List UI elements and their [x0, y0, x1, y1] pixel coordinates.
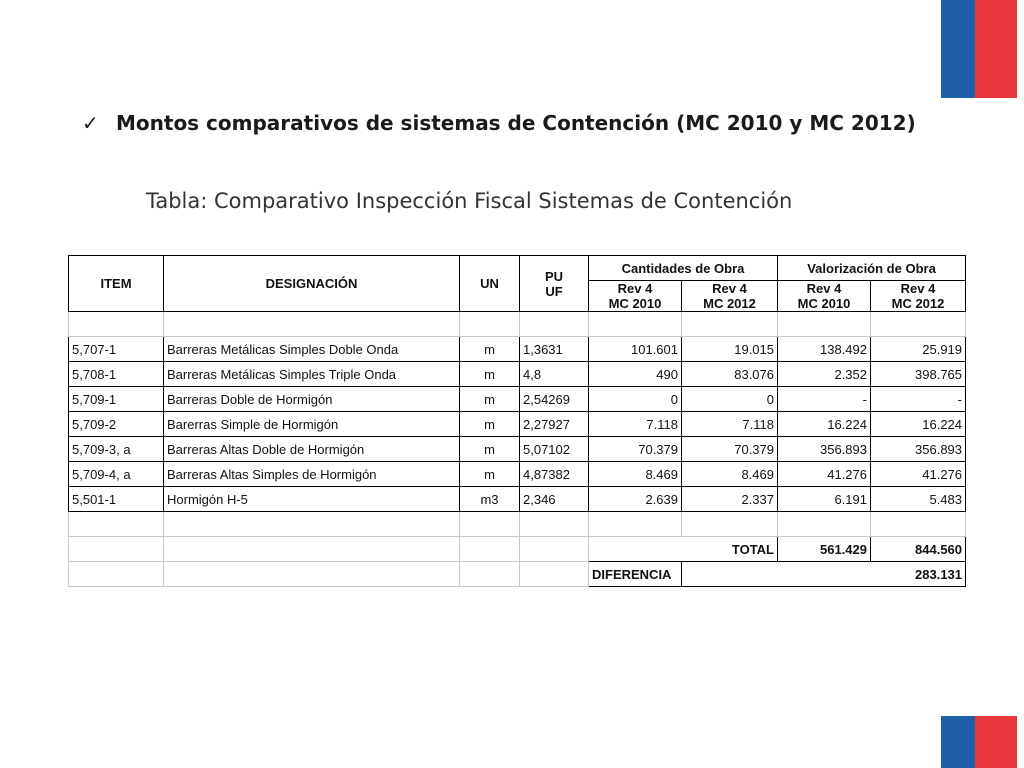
cell-item: 5,501-1 [69, 487, 164, 512]
table-row [69, 387, 966, 412]
table-row [69, 487, 966, 512]
cell-un: m [460, 462, 520, 487]
diferencia-value: 283.131 [682, 562, 966, 587]
cell-cant-2012: 8.469 [682, 462, 778, 487]
cell-un: m [460, 412, 520, 437]
flag-red-bar [975, 0, 1017, 98]
cell-val-2012: 5.483 [871, 487, 966, 512]
bullet-heading [82, 110, 924, 137]
cell-val-2012: 356.893 [871, 437, 966, 462]
header-rev: Rev 4 [900, 281, 936, 296]
diferencia-label: DIFERENCIA [589, 562, 682, 587]
diferencia-row [69, 562, 966, 587]
cell-cant-2010: 8.469 [589, 462, 682, 487]
cell-val-2010: 41.276 [778, 462, 871, 487]
table-caption: Tabla: Comparativo Inspección Fiscal Sistemas de Contención [146, 189, 793, 213]
cell-item: 5,707-1 [69, 337, 164, 362]
cell-un: m [460, 337, 520, 362]
header-rev: Rev 4 [712, 281, 747, 296]
header-val-2012 [871, 281, 966, 312]
cell-val-2010: 16.224 [778, 412, 871, 437]
cell-designacion: Barreras Altas Simples de Hormigón [164, 462, 460, 487]
cell-cant-2012: 70.379 [682, 437, 778, 462]
cell-val-2012: 398.765 [871, 362, 966, 387]
header-mc: MC 2012 [703, 296, 756, 311]
cell-cant-2012: 19.015 [682, 337, 778, 362]
cell-pu: 2,27927 [520, 412, 589, 437]
cell-cant-2010: 101.601 [589, 337, 682, 362]
header-pu [520, 256, 589, 312]
total-2012: 844.560 [871, 537, 966, 562]
header-un: UN [460, 256, 520, 312]
cell-pu: 1,3631 [520, 337, 589, 362]
cell-item: 5,709-1 [69, 387, 164, 412]
cell-cant-2012: 83.076 [682, 362, 778, 387]
cell-pu: 5,07102 [520, 437, 589, 462]
header-valorizacion: Valorización de Obra [778, 256, 966, 281]
cell-val-2010: 2.352 [778, 362, 871, 387]
cell-val-2012: 16.224 [871, 412, 966, 437]
cell-un: m [460, 362, 520, 387]
cell-cant-2010: 2.639 [589, 487, 682, 512]
cell-item: 5,709-4, a [69, 462, 164, 487]
total-label: TOTAL [589, 537, 778, 562]
header-item: ITEM [69, 256, 164, 312]
cell-designacion: Barreras Metálicas Simples Doble Onda [164, 337, 460, 362]
header-pu-unit: UF [545, 283, 563, 299]
cell-val-2010: 356.893 [778, 437, 871, 462]
flag-decoration-bottom [941, 716, 1017, 768]
cell-item: 5,708-1 [69, 362, 164, 387]
cell-cant-2010: 0 [589, 387, 682, 412]
cell-designacion: Barreras Altas Doble de Hormigón [164, 437, 460, 462]
table-row [69, 362, 966, 387]
header-val-2010 [778, 281, 871, 312]
cell-designacion: Barreras Metálicas Simples Triple Onda [164, 362, 460, 387]
table-row [69, 462, 966, 487]
total-2010: 561.429 [778, 537, 871, 562]
cell-cant-2012: 2.337 [682, 487, 778, 512]
table-row [69, 337, 966, 362]
table-row [69, 437, 966, 462]
total-row [69, 537, 966, 562]
cell-val-2012: 41.276 [871, 462, 966, 487]
header-pu-label: PU [544, 268, 564, 284]
header-rev: Rev 4 [617, 281, 653, 296]
header-designacion: DESIGNACIÓN [164, 256, 460, 312]
cell-cant-2010: 7.118 [589, 412, 682, 437]
cell-val-2012: - [871, 387, 966, 412]
header-mc: MC 2010 [608, 296, 662, 311]
header-gap-row [69, 312, 966, 337]
cell-val-2010: 138.492 [778, 337, 871, 362]
check-icon: ✓ [82, 111, 99, 135]
cell-cant-2010: 490 [589, 362, 682, 387]
cell-pu: 4,87382 [520, 462, 589, 487]
cell-item: 5,709-3, a [69, 437, 164, 462]
cell-un: m [460, 387, 520, 412]
cell-un: m3 [460, 487, 520, 512]
flag-blue-bar [941, 716, 975, 768]
cell-designacion: Barerras Simple de Hormigón [164, 412, 460, 437]
cell-cant-2012: 0 [682, 387, 778, 412]
table-row [69, 412, 966, 437]
spacer-row [69, 512, 966, 537]
cell-item: 5,709-2 [69, 412, 164, 437]
cell-designacion: Barreras Doble de Hormigón [164, 387, 460, 412]
flag-red-bar [975, 716, 1017, 768]
cell-val-2010: - [778, 387, 871, 412]
comparison-table [68, 255, 966, 587]
header-rev: Rev 4 [806, 281, 842, 296]
header-cantidades: Cantidades de Obra [589, 256, 778, 281]
cell-cant-2012: 7.118 [682, 412, 778, 437]
cell-un: m [460, 437, 520, 462]
flag-blue-bar [941, 0, 975, 98]
header-mc: MC 2010 [797, 296, 851, 311]
flag-decoration-top [941, 0, 1017, 98]
cell-pu: 2,346 [520, 487, 589, 512]
cell-val-2010: 6.191 [778, 487, 871, 512]
header-cant-2012 [682, 281, 778, 312]
cell-val-2012: 25.919 [871, 337, 966, 362]
cell-designacion: Hormigón H-5 [164, 487, 460, 512]
header-cant-2010 [589, 281, 682, 312]
cell-pu: 4,8 [520, 362, 589, 387]
cell-cant-2010: 70.379 [589, 437, 682, 462]
cell-pu: 2,54269 [520, 387, 589, 412]
header-mc: MC 2012 [891, 296, 945, 311]
heading-text: Montos comparativos de sistemas de Contención (MC 2010 y MC 2012) [116, 111, 916, 135]
